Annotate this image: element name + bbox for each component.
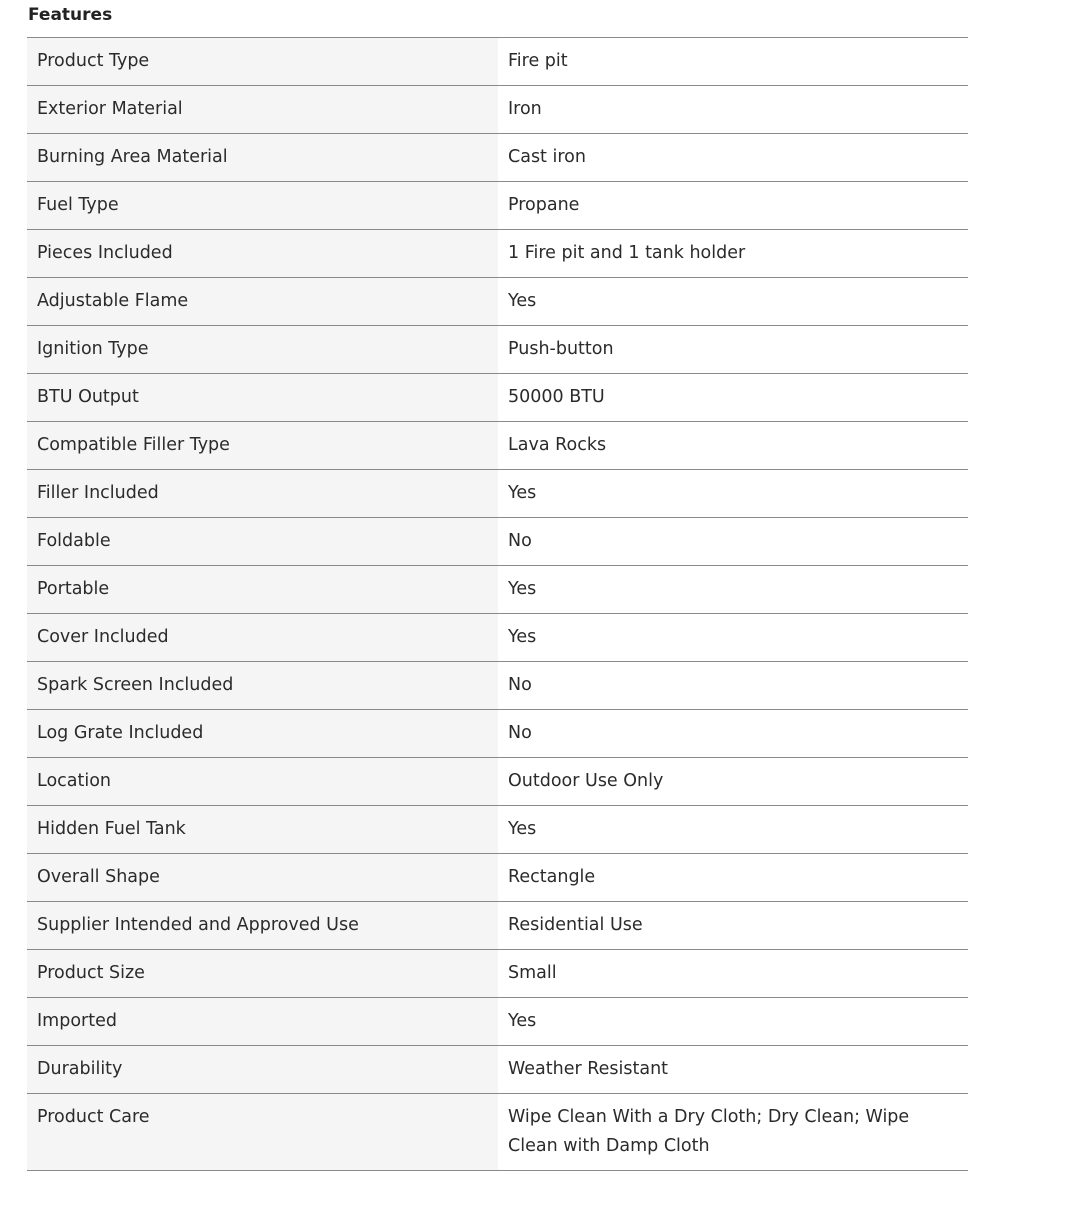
feature-value: No: [498, 710, 968, 758]
feature-value: Yes: [498, 278, 968, 326]
feature-name: Foldable: [27, 518, 498, 566]
table-row: [27, 998, 968, 1046]
table-row: [27, 326, 968, 374]
table-row: [27, 806, 968, 854]
feature-value: Propane: [498, 182, 968, 230]
feature-name: Adjustable Flame: [27, 278, 498, 326]
feature-name: Spark Screen Included: [27, 662, 498, 710]
feature-name: Filler Included: [27, 470, 498, 518]
feature-name: Log Grate Included: [27, 710, 498, 758]
table-row: [27, 854, 968, 902]
feature-value: No: [498, 518, 968, 566]
table-row: [27, 518, 968, 566]
feature-name: Imported: [27, 998, 498, 1046]
feature-name: Product Type: [27, 38, 498, 86]
feature-value: Outdoor Use Only: [498, 758, 968, 806]
feature-value: Iron: [498, 86, 968, 134]
table-row: [27, 1094, 968, 1171]
table-row: [27, 1046, 968, 1094]
feature-name: Portable: [27, 566, 498, 614]
table-row: [27, 566, 968, 614]
table-row: [27, 278, 968, 326]
feature-value: Yes: [498, 566, 968, 614]
feature-name: Supplier Intended and Approved Use: [27, 902, 498, 950]
feature-name: Exterior Material: [27, 86, 498, 134]
feature-name: Pieces Included: [27, 230, 498, 278]
feature-value: 50000 BTU: [498, 374, 968, 422]
feature-name: Fuel Type: [27, 182, 498, 230]
table-row: [27, 230, 968, 278]
feature-value: Fire pit: [498, 38, 968, 86]
table-row: [27, 134, 968, 182]
table-row: [27, 86, 968, 134]
feature-value: Weather Resistant: [498, 1046, 968, 1094]
table-row: [27, 710, 968, 758]
feature-value: Cast iron: [498, 134, 968, 182]
feature-value: Push-button: [498, 326, 968, 374]
feature-name: Burning Area Material: [27, 134, 498, 182]
feature-value: Lava Rocks: [498, 422, 968, 470]
table-row: [27, 950, 968, 998]
feature-value: Small: [498, 950, 968, 998]
features-table-body: [27, 38, 968, 1171]
feature-name: Product Size: [27, 950, 498, 998]
feature-value: Yes: [498, 614, 968, 662]
table-row: [27, 758, 968, 806]
features-table: [27, 37, 968, 1171]
table-row: [27, 182, 968, 230]
table-row: [27, 902, 968, 950]
feature-name: Cover Included: [27, 614, 498, 662]
feature-name: BTU Output: [27, 374, 498, 422]
feature-value: No: [498, 662, 968, 710]
feature-name: Product Care: [27, 1094, 498, 1171]
feature-value: Yes: [498, 998, 968, 1046]
feature-name: Compatible Filler Type: [27, 422, 498, 470]
feature-name: Durability: [27, 1046, 498, 1094]
feature-name: Ignition Type: [27, 326, 498, 374]
table-row: [27, 470, 968, 518]
feature-value: Rectangle: [498, 854, 968, 902]
table-row: [27, 662, 968, 710]
table-row: [27, 38, 968, 86]
feature-value: Yes: [498, 470, 968, 518]
feature-value: 1 Fire pit and 1 tank holder: [498, 230, 968, 278]
feature-name: Overall Shape: [27, 854, 498, 902]
section-title: Features: [28, 5, 113, 25]
feature-value: Residential Use: [498, 902, 968, 950]
feature-value: Yes: [498, 806, 968, 854]
table-row: [27, 422, 968, 470]
table-row: [27, 614, 968, 662]
feature-value: Wipe Clean With a Dry Cloth; Dry Clean; Wipe Clean with Damp Cloth: [498, 1094, 968, 1171]
feature-name: Location: [27, 758, 498, 806]
feature-name: Hidden Fuel Tank: [27, 806, 498, 854]
table-row: [27, 374, 968, 422]
